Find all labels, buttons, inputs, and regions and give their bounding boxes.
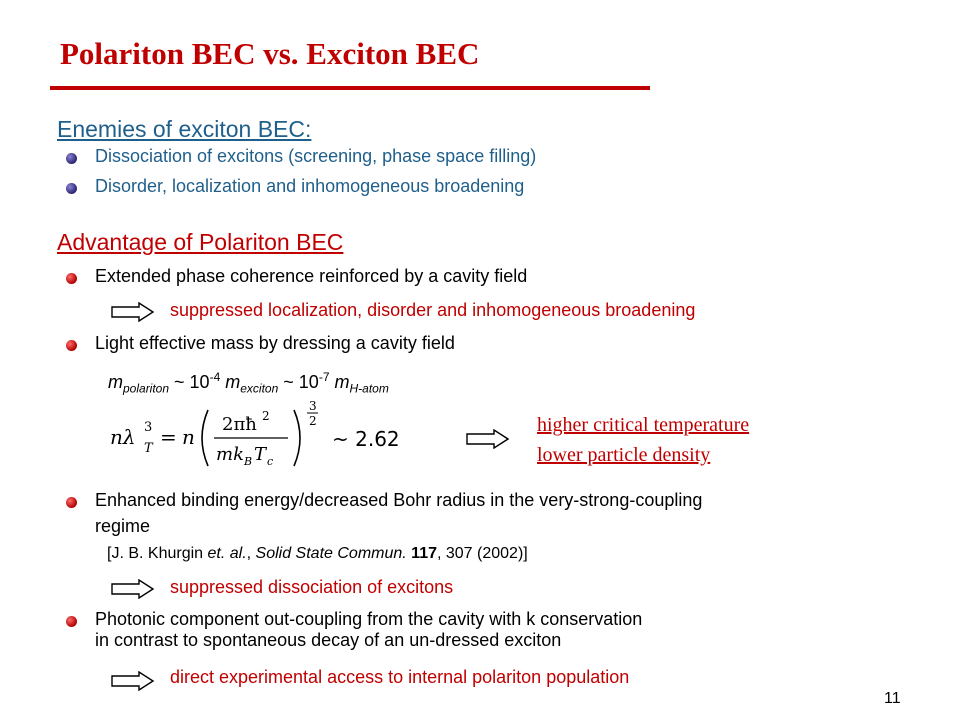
polariton-item-2: Light effective mass by dressing a cavity field <box>95 333 455 353</box>
critical-density-equation <box>110 398 450 478</box>
implies-arrow-icon <box>111 579 155 599</box>
exciton-item-2: Disorder, localization and inhomogeneous broadening <box>95 176 525 196</box>
svg-text:n: n <box>182 425 195 449</box>
bullet-icon <box>66 340 77 351</box>
exciton-item-1: Dissociation of excitons (screening, phase space filling) <box>95 146 537 166</box>
implies-arrow-icon <box>466 429 510 449</box>
svg-text:3: 3 <box>144 420 153 435</box>
svg-text:T: T <box>144 441 153 456</box>
svg-text:nλ: nλ <box>110 425 136 449</box>
bullet-icon <box>66 273 77 284</box>
svg-text:c: c <box>267 455 274 468</box>
bullet-icon <box>66 183 77 194</box>
bullet-icon <box>66 616 77 627</box>
polariton-heading: Advantage of Polariton BEC <box>57 229 344 255</box>
svg-text:3: 3 <box>309 399 317 413</box>
implies-arrow-icon <box>111 671 155 691</box>
polariton-item-4-line-1: Photonic component out-coupling from the cavity with k conservation <box>95 609 643 629</box>
polariton-item-1: Extended phase coherence reinforced by a cavity field <box>95 266 528 286</box>
polariton-item-4-line-2: in contrast to spontaneous decay of an un-dressed exciton <box>95 630 562 650</box>
svg-text:2: 2 <box>262 409 270 423</box>
svg-text:mk: mk <box>216 444 244 465</box>
result-2a: higher critical temperature <box>537 414 750 436</box>
bullet-icon <box>66 497 77 508</box>
svg-text:T: T <box>254 444 267 465</box>
result-1: suppressed localization, disorder and inhomogeneous broadening <box>170 300 696 320</box>
title-underline <box>50 86 650 90</box>
page-number: 11 <box>884 690 901 707</box>
page-title: Polariton BEC vs. Exciton BEC <box>60 36 480 71</box>
result-4: direct experimental access to internal polariton population <box>170 667 630 687</box>
svg-text:~ 2.62: ~ 2.62 <box>332 427 400 451</box>
result-3: suppressed dissociation of excitons <box>170 577 454 597</box>
svg-text:2πħ: 2πħ <box>222 414 257 435</box>
svg-text:B: B <box>244 455 253 468</box>
implies-arrow-icon <box>111 302 155 322</box>
svg-text:2: 2 <box>309 414 317 428</box>
exciton-heading: Enemies of exciton BEC: <box>57 116 312 142</box>
bullet-icon <box>66 153 77 164</box>
polariton-item-3-line-2: regime <box>95 516 151 536</box>
svg-text:=: = <box>160 425 177 449</box>
result-2b: lower particle density <box>537 444 711 466</box>
mass-relation: $m_{polariton}$ ~ $10^{-4}$ $m_{exciton}$ ~ $10^{-7}$ $m_{H-atom}$ <box>108 370 389 396</box>
reference-citation: [J. B. Khurgin et. al., Solid State Commun. 117, 307 (2002)] <box>107 545 528 562</box>
polariton-item-3-line-1: Enhanced binding energy/decreased Bohr radius in the very-strong-coupling <box>95 490 703 510</box>
